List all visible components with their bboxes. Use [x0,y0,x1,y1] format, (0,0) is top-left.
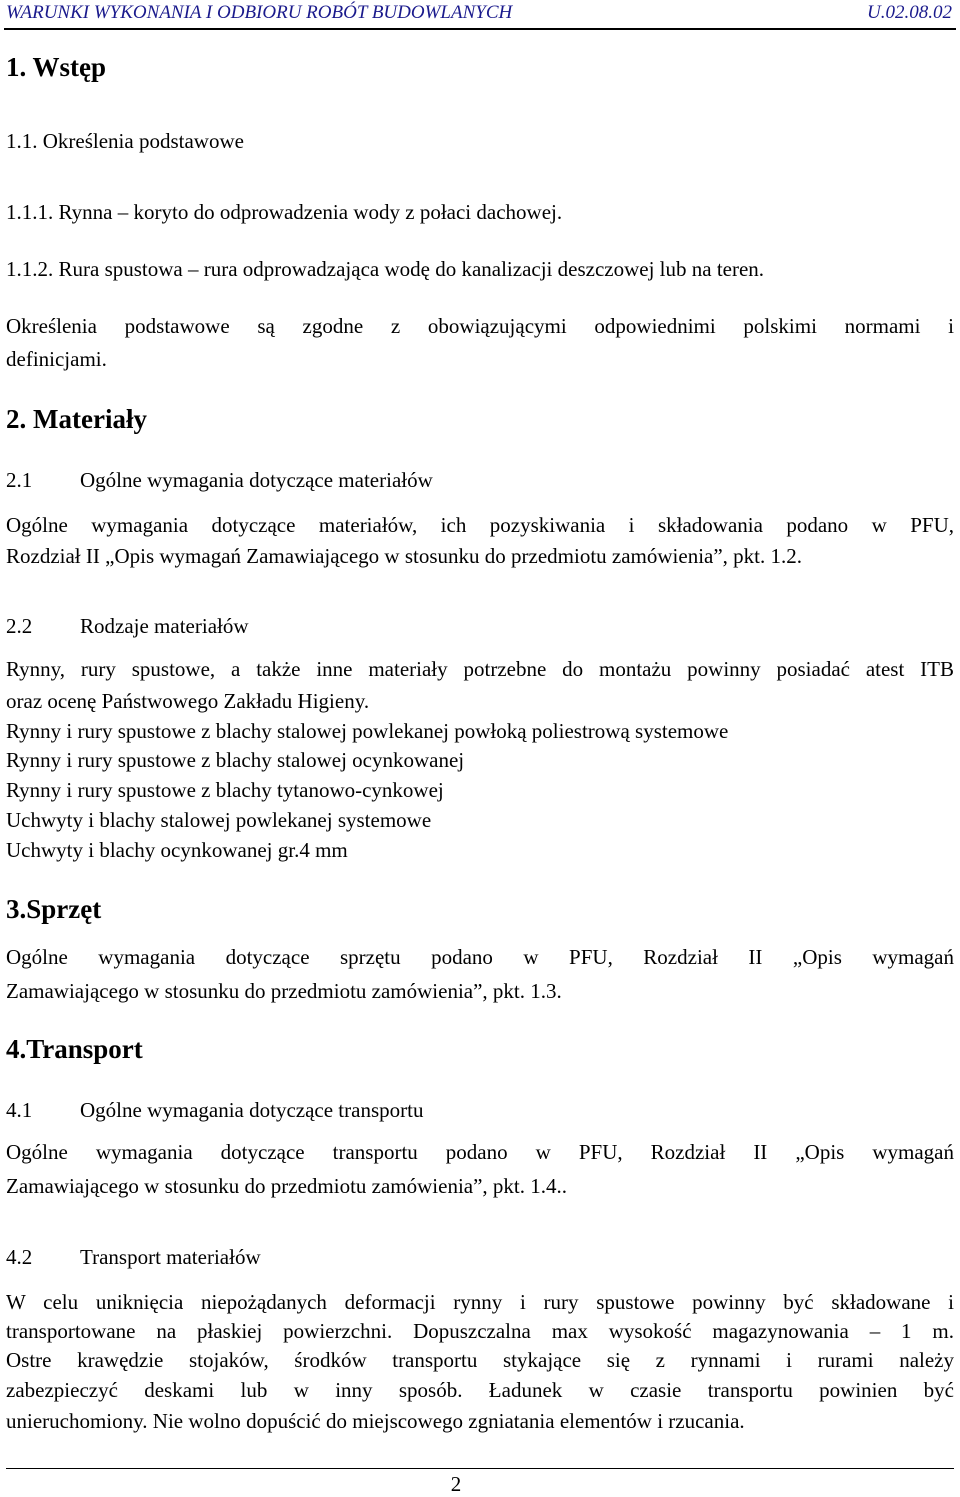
material-list-item: Uchwyty i blachy ocynkowanej gr.4 mm [6,838,348,862]
subsection-number: 2.2 [6,614,33,638]
paragraph-line: transportowane na płaskiej powierzchni. Dopuszczalna max wysokość magazynowania – 1 m. [6,1319,954,1343]
section-3-heading: 3.Sprzęt [6,894,102,924]
paragraph-line: Zamawiającego w stosunku do przedmiotu zamówienia”, pkt. 1.3. [6,979,562,1003]
paragraph-line: W celu uniknięcia niepożądanych deformacji rynny i rury spustowe powinny być składowane i [6,1290,954,1314]
material-list-item: Uchwyty i blachy stalowej powlekanej systemowe [6,808,432,832]
page-number: 2 [450,1472,462,1496]
paragraph-line: Określenia podstawowe są zgodne z obowiązującymi odpowiednimi polskimi normami i [6,314,954,338]
material-list-item: Rynny i rury spustowe z blachy tytanowo-cynkowej [6,778,444,802]
subsection-label: Ogólne wymagania dotyczące materiałów [80,468,433,492]
subsection-4-1-title [6,1098,423,1123]
material-list-item: Rynny i rury spustowe z blachy stalowej ocynkowanej [6,748,465,772]
subsection-number: 4.1 [6,1098,33,1122]
subsection-number: 4.2 [6,1245,33,1269]
subsection-label: Rodzaje materiałów [80,614,249,638]
paragraph-line: unieruchomiony. Nie wolno dopuścić do miejscowego zgniatania elementów i rzucania. [6,1409,745,1433]
paragraph-line: Rozdział II „Opis wymagań Zamawiającego w stosunku do przedmiotu zamówienia”, pkt. 1.2. [6,544,803,568]
subsection-1-1-title: 1.1. Określenia podstawowe [6,129,244,153]
header-title: WARUNKI WYKONANIA I ODBIORU ROBÓT BUDOWLANYCH [6,2,513,23]
section-2-heading: 2. Materiały [6,404,147,434]
subsection-2-1-title [6,468,433,493]
paragraph-line: Ogólne wymagania dotyczące transportu podano w PFU, Rozdział II „Opis wymagań [6,1140,954,1164]
paragraph-line: Zamawiającego w stosunku do przedmiotu zamówienia”, pkt. 1.4.. [6,1174,568,1198]
subsection-label: Transport materiałów [80,1245,261,1269]
paragraph-line: Rynny, rury spustowe, a także inne materiały potrzebne do montażu powinny posiadać atest ITB [6,657,954,681]
header-code: U.02.08.02 [867,2,952,23]
paragraph-line: Ogólne wymagania dotyczące materiałów, ich pozyskiwania i składowania podano w PFU, [6,513,954,537]
running-header [6,2,952,26]
paragraph-line: Ogólne wymagania dotyczące sprzętu podano w PFU, Rozdział II „Opis wymagań [6,945,954,969]
definition-1-1-1: 1.1.1. Rynna – koryto do odprowadzenia wody z połaci dachowej. [6,200,563,224]
paragraph-line: zabezpieczyć deskami lub w inny sposób. Ładunek w czasie transportu powinien być [6,1378,954,1402]
header-rule [4,28,956,30]
paragraph-line: oraz ocenę Państwowego Zakładu Higieny. [6,689,370,713]
subsection-label: Ogólne wymagania dotyczące transportu [80,1098,424,1122]
subsection-4-2-title [6,1245,261,1270]
paragraph-line: definicjami. [6,347,107,371]
subsection-2-2-title [6,614,249,639]
definition-1-1-2: 1.1.2. Rura spustowa – rura odprowadzająca wodę do kanalizacji deszczowej lub na teren. [6,257,765,281]
footer-rule [6,1468,954,1469]
paragraph-line: Ostre krawędzie stojaków, środków transportu stykające się z rynnami i rurami należy [6,1348,954,1372]
material-list-item: Rynny i rury spustowe z blachy stalowej powlekanej powłoką poliestrową systemowe [6,719,729,743]
section-4-heading: 4.Transport [6,1034,143,1064]
subsection-number: 2.1 [6,468,33,492]
section-1-heading: 1. Wstęp [6,52,107,82]
